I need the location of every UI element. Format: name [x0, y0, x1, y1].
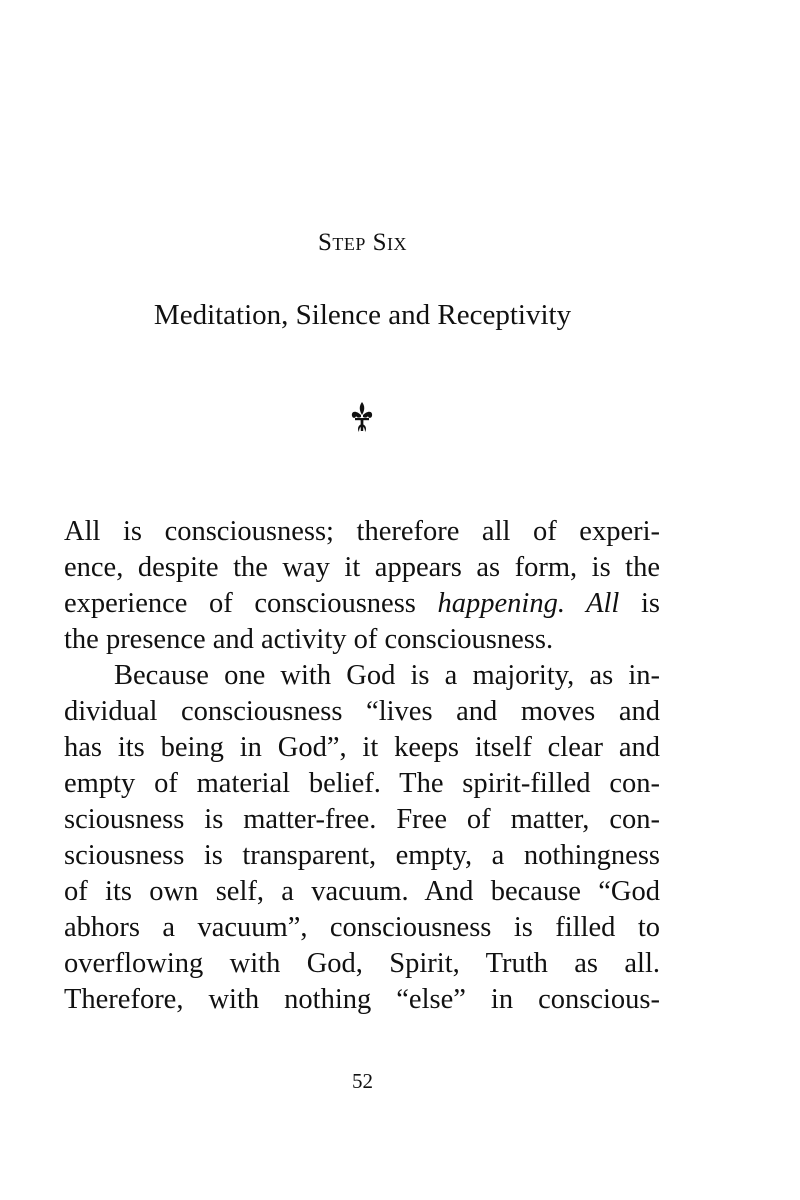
chapter-label: Step Six: [317, 229, 408, 256]
text-segment: All is consciousness; therefore all of experi-: [64, 516, 660, 547]
text-line: [64, 910, 660, 946]
text-line: [64, 514, 660, 550]
text-line: [64, 694, 660, 730]
text-segment: the presence and activity of consciousness.: [64, 624, 554, 655]
text-segment: has its being in God”, it keeps itself clear and: [64, 732, 660, 763]
text-line: [64, 622, 660, 658]
text-segment: sciousness is matter-free. Free of matter, con-: [64, 804, 660, 835]
page-number: 52: [352, 1069, 373, 1093]
text-segment: sciousness is transparent, empty, a nothingness: [64, 840, 660, 871]
text-segment: abhors a vacuum”, consciousness is filled to: [64, 912, 660, 943]
italic-text: happening. All: [437, 588, 620, 619]
text-segment: ence, despite the way it appears as form, is the: [64, 552, 660, 583]
text-line: [64, 730, 660, 766]
text-segment: is: [619, 588, 660, 619]
text-line: [64, 982, 660, 1018]
text-line: [64, 802, 660, 838]
text-line: [64, 586, 660, 622]
text-segment: dividual consciousness “lives and moves and: [64, 696, 660, 727]
body-text: [64, 514, 660, 1018]
text-segment: empty of material belief. The spirit-filled con-: [64, 768, 660, 799]
text-segment: Because one with God is a majority, as in-: [114, 660, 660, 691]
text-segment: Therefore, with nothing “else” in conscious-: [64, 984, 660, 1015]
text-line: [64, 838, 660, 874]
text-line: [64, 946, 660, 982]
text-line: [64, 658, 660, 694]
text-line: [64, 550, 660, 586]
text-segment: experience of consciousness: [64, 588, 438, 619]
text-line: [64, 874, 660, 910]
chapter-title: Meditation, Silence and Receptivity: [153, 299, 572, 331]
text-line: [64, 766, 660, 802]
text-segment: overflowing with God, Spirit, Truth as all.: [64, 948, 660, 979]
text-segment: of its own self, a vacuum. And because “God: [64, 876, 660, 907]
fleur-de-lis-icon: [342, 398, 382, 438]
